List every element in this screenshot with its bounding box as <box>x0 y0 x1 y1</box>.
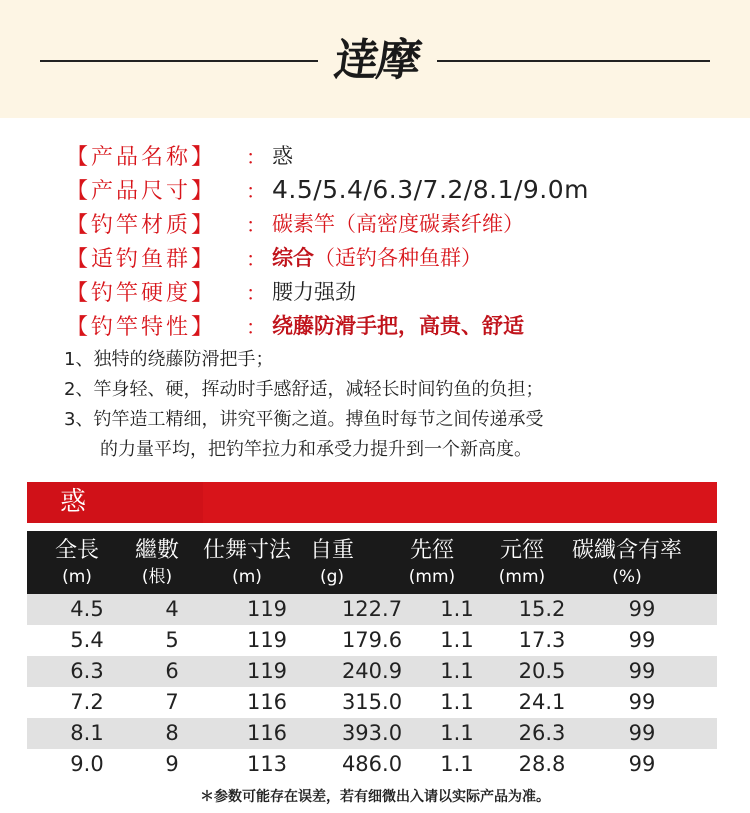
spec-row-hardness <box>66 274 726 308</box>
cell-length: 7.2 <box>70 690 104 714</box>
cell-closed-length: 116 <box>246 690 288 714</box>
spec-label: 【产品尺寸】 <box>66 178 217 204</box>
header-length <box>27 531 127 588</box>
header-main: 元徑 <box>499 538 544 563</box>
spec-value: 4.5/5.4/6.3/7.2/8.1/9.0m <box>272 174 590 204</box>
cell-weight: 240.9 <box>341 659 403 683</box>
spec-colon: ： <box>246 212 266 237</box>
table-row <box>27 656 717 687</box>
header-unit: (m) <box>232 567 262 587</box>
header-main: 全長 <box>54 538 99 563</box>
spec-table-header <box>27 531 717 594</box>
cell-closed-length: 119 <box>246 628 288 652</box>
header-sections <box>117 531 197 588</box>
cell-carbon-content: 99 <box>628 752 656 776</box>
header-unit: (根) <box>141 567 173 587</box>
model-title-bar <box>27 482 717 523</box>
cell-tip-diameter: 1.1 <box>440 690 474 714</box>
cell-sections: 9 <box>165 752 179 776</box>
cell-carbon-content: 99 <box>628 628 656 652</box>
spec-table-body <box>27 594 717 780</box>
spec-row-material <box>66 206 726 240</box>
spec-label: 【钓竿特性】 <box>66 314 217 340</box>
cell-closed-length: 119 <box>246 659 288 683</box>
cell-weight: 179.6 <box>341 628 403 652</box>
header-main: 自重 <box>309 538 354 563</box>
cell-carbon-content: 99 <box>628 597 656 621</box>
model-title-accent <box>27 482 203 523</box>
header-tip-diameter <box>392 531 472 588</box>
header-main: 碳纖含有率 <box>571 538 682 563</box>
header-unit: (mm) <box>408 567 456 587</box>
cell-carbon-content: 99 <box>628 690 656 714</box>
cell-length: 6.3 <box>70 659 104 683</box>
table-row <box>27 687 717 718</box>
spec-colon: ： <box>246 314 266 339</box>
spec-value-bold: 综合 <box>272 246 314 270</box>
cell-butt-diameter: 15.2 <box>518 597 566 621</box>
spec-label: 【适钓鱼群】 <box>66 246 217 272</box>
table-row <box>27 594 717 625</box>
spec-row-product-name <box>66 138 726 172</box>
feature-item-continuation: 的力量平均，把钓竿拉力和承受力提升到一个新高度。 <box>100 439 532 460</box>
cell-butt-diameter: 20.5 <box>518 659 566 683</box>
spec-value: 腰力强劲 <box>272 280 356 304</box>
spec-list <box>66 138 726 342</box>
cell-length: 8.1 <box>70 721 104 745</box>
spec-colon: ： <box>246 280 266 305</box>
cell-tip-diameter: 1.1 <box>440 752 474 776</box>
cell-weight: 122.7 <box>341 597 403 621</box>
spec-label: 【钓竿材质】 <box>66 212 217 238</box>
spec-colon: ： <box>246 178 266 203</box>
header-unit: (mm) <box>498 567 546 587</box>
spec-value <box>272 242 482 272</box>
spec-value: 惑 <box>272 144 293 168</box>
cell-length: 4.5 <box>70 597 104 621</box>
cell-butt-diameter: 28.8 <box>518 752 566 776</box>
cell-sections: 4 <box>165 597 179 621</box>
cell-sections: 5 <box>165 628 179 652</box>
spec-label: 【钓竿硬度】 <box>66 280 217 306</box>
cell-closed-length: 113 <box>246 752 288 776</box>
header-main: 仕舞寸法 <box>202 538 291 563</box>
cell-carbon-content: 99 <box>628 721 656 745</box>
spec-row-target-fish <box>66 240 726 274</box>
cell-sections: 8 <box>165 721 179 745</box>
cell-tip-diameter: 1.1 <box>440 659 474 683</box>
feature-item: 1、独特的绕藤防滑把手； <box>64 349 274 370</box>
cell-weight: 393.0 <box>341 721 403 745</box>
spec-row-product-size <box>66 172 726 206</box>
spec-row-features <box>66 308 726 342</box>
spec-colon: ： <box>246 246 266 271</box>
feature-list <box>64 345 724 465</box>
header-divider-right <box>437 60 710 62</box>
disclaimer-footnote: ＊参数可能存在误差，若有细微出入请以实际产品为准。 <box>200 789 550 805</box>
feature-item: 2、竿身轻、硬，挥动时手感舒适，减轻长时间钓鱼的负担； <box>64 379 544 400</box>
model-name: 惑 <box>60 487 87 517</box>
header-butt-diameter <box>482 531 562 588</box>
cell-closed-length: 119 <box>246 597 288 621</box>
header-carbon-content <box>567 531 687 588</box>
header-unit: (g) <box>319 567 345 587</box>
cell-length: 9.0 <box>70 752 104 776</box>
cell-tip-diameter: 1.1 <box>440 597 474 621</box>
cell-length: 5.4 <box>70 628 104 652</box>
spec-colon: ： <box>246 144 266 169</box>
cell-weight: 486.0 <box>341 752 403 776</box>
header-main: 繼數 <box>134 538 179 563</box>
cell-sections: 6 <box>165 659 179 683</box>
spec-value-rest: （适钓各种鱼群） <box>314 246 482 270</box>
cell-closed-length: 116 <box>246 721 288 745</box>
header-unit: (m) <box>62 567 92 587</box>
cell-weight: 315.0 <box>341 690 403 714</box>
spec-label: 【产品名称】 <box>66 144 217 170</box>
brand-calligraphy-title: 逹摩 <box>331 35 423 86</box>
header-closed-length <box>187 531 307 588</box>
table-row <box>27 718 717 749</box>
table-row <box>27 625 717 656</box>
header-weight <box>297 531 367 588</box>
spec-value: 碳素竿（高密度碳素纤维） <box>272 212 524 236</box>
table-row <box>27 749 717 780</box>
header-main: 先徑 <box>409 538 454 563</box>
cell-sections: 7 <box>165 690 179 714</box>
header-unit: (%) <box>612 567 642 587</box>
cell-tip-diameter: 1.1 <box>440 628 474 652</box>
cell-butt-diameter: 17.3 <box>518 628 566 652</box>
cell-carbon-content: 99 <box>628 659 656 683</box>
spec-value: 绕藤防滑手把，高贵、舒适 <box>272 314 524 338</box>
header-divider-left <box>40 60 318 62</box>
cell-butt-diameter: 26.3 <box>518 721 566 745</box>
feature-item: 3、钓竿造工精细，讲究平衡之道。搏鱼时每节之间传递承受 <box>64 409 544 430</box>
cell-tip-diameter: 1.1 <box>440 721 474 745</box>
cell-butt-diameter: 24.1 <box>518 690 566 714</box>
